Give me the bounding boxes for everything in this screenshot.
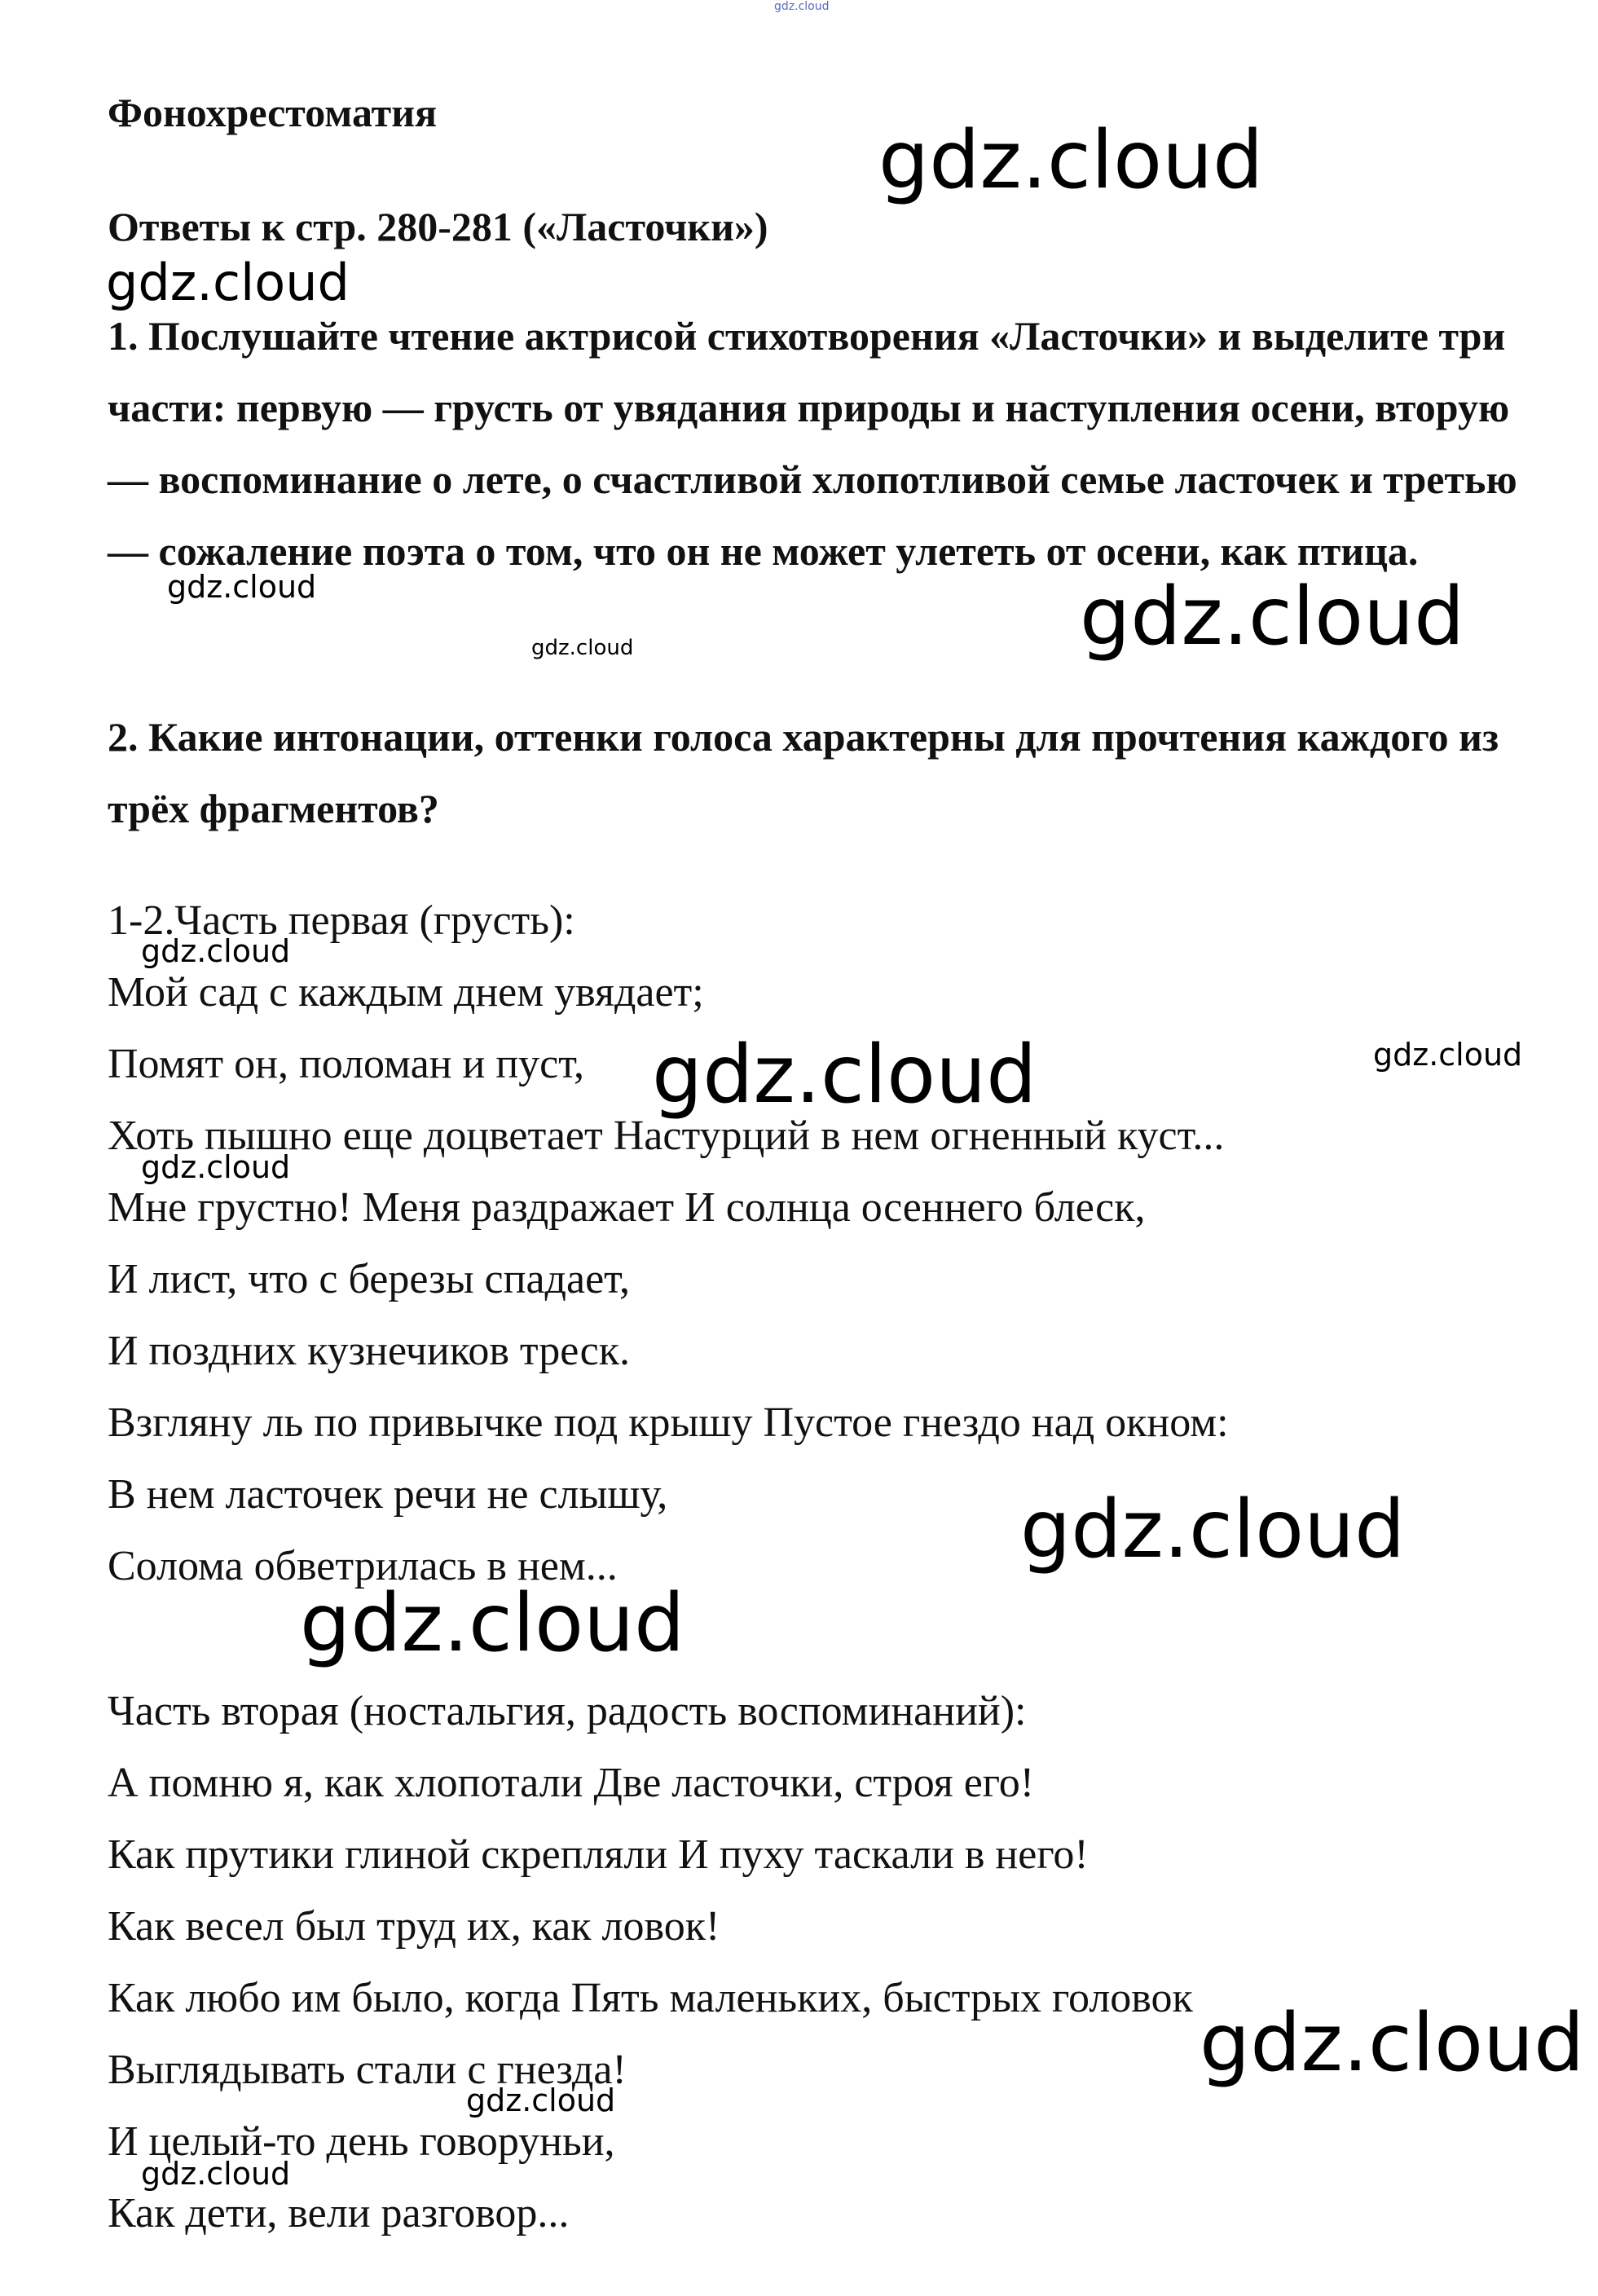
watermark: gdz.cloud (141, 1149, 291, 1185)
watermark: gdz.cloud (878, 114, 1264, 207)
question-2: 2. Какие интонации, оттенки голоса характерны для прочтения каждого из трёх фрагментов? (108, 714, 1499, 831)
answer-line: Как весел был труд их, как ловок! (108, 1903, 720, 1950)
answer-line: Как дети, вели разговор... (108, 2190, 570, 2237)
answer-line: А помню я, как хлопотали Две ласточки, строя его! (108, 1760, 1035, 1806)
watermark: gdz.cloud (1020, 1483, 1406, 1576)
watermark: gdz.cloud (141, 2156, 291, 2192)
answer-line: Помят он, поломан и пуст, (108, 1041, 585, 1087)
watermark: gdz.cloud (1080, 571, 1465, 663)
answer-line: Мне грустно! Меня раздражает И солнца осеннего блеск, (108, 1184, 1146, 1231)
watermark: gdz.cloud (106, 253, 350, 312)
answer-line: И поздних кузнечиков треск. (108, 1328, 631, 1374)
answer-line: Хоть пышно еще доцветает Настурций в нем огненный куст... (108, 1113, 1225, 1159)
answer-line: В нем ласточек речи не слышу, (108, 1471, 668, 1518)
answer-line: Часть вторая (ностальгия, радость воспоминаний): (108, 1688, 1027, 1734)
answers-title: Ответы к стр. 280-281 («Ласточки») (108, 204, 768, 249)
answer-line: 1-2.Часть первая (грусть): (108, 897, 575, 944)
question-1: 1. Послушайте чтение актрисой стихотворения «Ласточки» и выделите три части: первую — грусть от увядания природы и наступления осени, вторую — воспоминание о лете, о счастливой хлопотливой семье ласточек и третью — сожаление поэта о том, что он не может улететь от осени, как птица. (108, 313, 1517, 574)
watermark: gdz.cloud (1373, 1037, 1523, 1073)
watermark: gdz.cloud (466, 2082, 616, 2118)
watermark: gdz.cloud (141, 933, 291, 969)
answer-line: Взгляну ль по привычке под крышу Пустое гнездо над окном: (108, 1399, 1229, 1446)
section-title: Фонохрестоматия (108, 90, 438, 135)
header-watermark: gdz.cloud (774, 0, 830, 13)
watermark: gdz.cloud (167, 569, 317, 605)
watermark: gdz.cloud (531, 636, 634, 660)
answer-line: Выглядывать стали с гнезда! (108, 2047, 627, 2093)
watermark: gdz.cloud (300, 1577, 685, 1670)
watermark: gdz.cloud (1200, 1997, 1585, 2090)
answer-line: И целый-то день говоруньи, (108, 2118, 615, 2165)
answer-line: Как прутики глиной скрепляли И пуху таскали в него! (108, 1831, 1089, 1878)
answer-line: Солома обветрилась в нем... (108, 1543, 618, 1589)
answer-line: Мой сад с каждым днем увядает; (108, 969, 704, 1016)
answer-line: Как любо им было, когда Пять маленьких, быстрых головок (108, 1975, 1193, 2021)
answer-line: И лист, что с березы спадает, (108, 1256, 630, 1302)
watermark: gdz.cloud (652, 1029, 1037, 1122)
